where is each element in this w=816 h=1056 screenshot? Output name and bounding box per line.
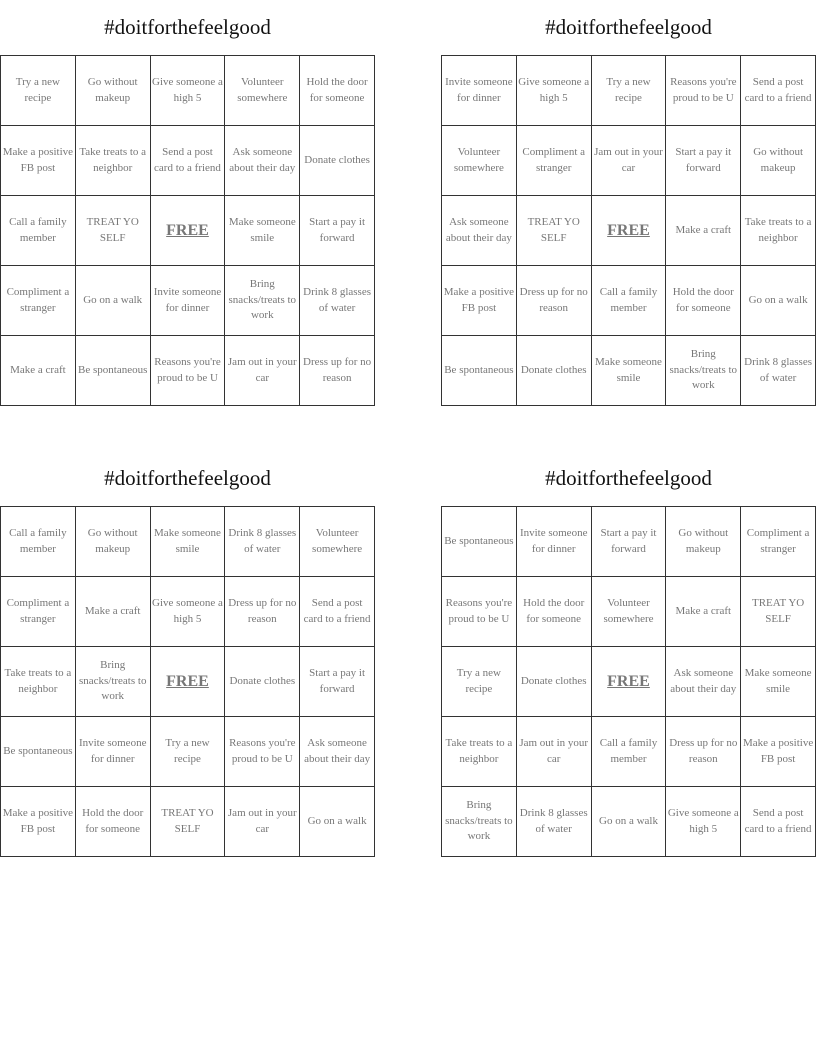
bingo-cell: Be spontaneous [442, 507, 517, 577]
bingo-cell: Make someone smile [592, 336, 667, 406]
bingo-grid [0, 55, 375, 406]
bingo-cell: Volunteer somewhere [300, 507, 375, 577]
bingo-cell: Try a new recipe [1, 56, 76, 126]
bingo-cell: Jam out in your car [517, 717, 592, 787]
bingo-cell: Try a new recipe [592, 56, 667, 126]
bingo-cell: Go on a walk [741, 266, 816, 336]
bingo-cell: Hold the door for someone [666, 266, 741, 336]
bingo-cell: Give someone a high 5 [517, 56, 592, 126]
bingo-cell: Make a positive FB post [1, 787, 76, 857]
bingo-cell: Start a pay it forward [592, 507, 667, 577]
bingo-cell: Start a pay it forward [300, 647, 375, 717]
bingo-cell: Give someone a high 5 [151, 56, 226, 126]
bingo-grid [441, 55, 816, 406]
free-cell: FREE [592, 647, 667, 717]
bingo-cell: Call a family member [1, 196, 76, 266]
bingo-cell: Compliment a stranger [741, 507, 816, 577]
bingo-cell: Go without makeup [741, 126, 816, 196]
bingo-cell: Make someone smile [741, 647, 816, 717]
bingo-cell: Bring snacks/treats to work [225, 266, 300, 336]
bingo-cell: Invite someone for dinner [517, 507, 592, 577]
free-cell: FREE [151, 196, 226, 266]
bingo-cell: Dress up for no reason [517, 266, 592, 336]
bingo-cell: Drink 8 glasses of water [225, 507, 300, 577]
bingo-cell: TREAT YO SELF [741, 577, 816, 647]
bingo-cell: Compliment a stranger [517, 126, 592, 196]
bingo-cell: Make a positive FB post [741, 717, 816, 787]
bingo-cell: TREAT YO SELF [517, 196, 592, 266]
bingo-cell: Bring snacks/treats to work [666, 336, 741, 406]
bingo-cell: Go on a walk [300, 787, 375, 857]
bingo-grid [441, 506, 816, 857]
bingo-cell: Start a pay it forward [300, 196, 375, 266]
bingo-cell: Make a positive FB post [1, 126, 76, 196]
bingo-cell: Give someone a high 5 [151, 577, 226, 647]
bingo-cell: Compliment a stranger [1, 266, 76, 336]
bingo-cell: Start a pay it forward [666, 126, 741, 196]
bingo-cell: Volunteer somewhere [442, 126, 517, 196]
bingo-cell: Ask someone about their day [300, 717, 375, 787]
free-cell: FREE [151, 647, 226, 717]
bingo-cell: Make someone smile [225, 196, 300, 266]
bingo-cell: Invite someone for dinner [442, 56, 517, 126]
bingo-cell: Donate clothes [517, 336, 592, 406]
bingo-cell: Be spontaneous [76, 336, 151, 406]
bingo-cell: Go without makeup [666, 507, 741, 577]
bingo-cell: Give someone a high 5 [666, 787, 741, 857]
bingo-cell: Make a positive FB post [442, 266, 517, 336]
bingo-cell: Ask someone about their day [225, 126, 300, 196]
bingo-cell: Call a family member [592, 266, 667, 336]
bingo-cell: Call a family member [592, 717, 667, 787]
bingo-cell: Jam out in your car [592, 126, 667, 196]
bingo-cell: Make a craft [666, 196, 741, 266]
card-title: #doitforthefeelgood [104, 15, 271, 39]
bingo-cell: Be spontaneous [1, 717, 76, 787]
bingo-cell: Reasons you're proud to be U [442, 577, 517, 647]
bingo-cell: TREAT YO SELF [151, 787, 226, 857]
bingo-cell: Go without makeup [76, 56, 151, 126]
bingo-cell: Donate clothes [517, 647, 592, 717]
bingo-cell: Take treats to a neighbor [741, 196, 816, 266]
bingo-cell: Go on a walk [76, 266, 151, 336]
bingo-cell: Try a new recipe [442, 647, 517, 717]
bingo-cell: Dress up for no reason [300, 336, 375, 406]
bingo-cell: Ask someone about their day [442, 196, 517, 266]
bingo-cell: Drink 8 glasses of water [741, 336, 816, 406]
bingo-cell: Hold the door for someone [76, 787, 151, 857]
bingo-cell: Send a post card to a friend [151, 126, 226, 196]
bingo-cell: Reasons you're proud to be U [151, 336, 226, 406]
bingo-cell: Invite someone for dinner [151, 266, 226, 336]
bingo-cell: Send a post card to a friend [741, 56, 816, 126]
bingo-cell: Bring snacks/treats to work [442, 787, 517, 857]
bingo-cell: Reasons you're proud to be U [225, 717, 300, 787]
bingo-cell: Volunteer somewhere [225, 56, 300, 126]
card-title: #doitforthefeelgood [545, 466, 712, 490]
bingo-cell: Reasons you're proud to be U [666, 56, 741, 126]
bingo-cell: Send a post card to a friend [300, 577, 375, 647]
bingo-cell: Ask someone about their day [666, 647, 741, 717]
bingo-cell: Donate clothes [300, 126, 375, 196]
bingo-cell: Make a craft [666, 577, 741, 647]
bingo-cell: Volunteer somewhere [592, 577, 667, 647]
bingo-cell: Make a craft [1, 336, 76, 406]
card-title: #doitforthefeelgood [545, 15, 712, 39]
card-title: #doitforthefeelgood [104, 466, 271, 490]
bingo-cell: Invite someone for dinner [76, 717, 151, 787]
bingo-cell: Send a post card to a friend [741, 787, 816, 857]
bingo-grid [0, 506, 375, 857]
bingo-cell: Jam out in your car [225, 787, 300, 857]
bingo-cell: Dress up for no reason [225, 577, 300, 647]
bingo-cell: Take treats to a neighbor [1, 647, 76, 717]
bingo-cell: Make someone smile [151, 507, 226, 577]
bingo-cell: Drink 8 glasses of water [300, 266, 375, 336]
bingo-cell: Call a family member [1, 507, 76, 577]
bingo-cell: Try a new recipe [151, 717, 226, 787]
bingo-cell: Go on a walk [592, 787, 667, 857]
bingo-cell: Jam out in your car [225, 336, 300, 406]
bingo-cell: Take treats to a neighbor [442, 717, 517, 787]
bingo-cell: Make a craft [76, 577, 151, 647]
bingo-cell: Hold the door for someone [517, 577, 592, 647]
bingo-cell: Be spontaneous [442, 336, 517, 406]
bingo-cell: Bring snacks/treats to work [76, 647, 151, 717]
bingo-cell: Compliment a stranger [1, 577, 76, 647]
bingo-cell: Go without makeup [76, 507, 151, 577]
bingo-cell: Dress up for no reason [666, 717, 741, 787]
bingo-cell: Take treats to a neighbor [76, 126, 151, 196]
bingo-cell: TREAT YO SELF [76, 196, 151, 266]
bingo-cell: Drink 8 glasses of water [517, 787, 592, 857]
bingo-cell: Donate clothes [225, 647, 300, 717]
free-cell: FREE [592, 196, 667, 266]
bingo-cell: Hold the door for someone [300, 56, 375, 126]
